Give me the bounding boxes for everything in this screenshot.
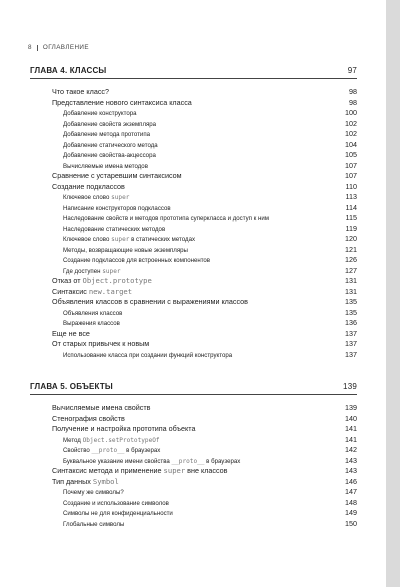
toc-entry-text: Глобальные символы [63,520,125,528]
toc-section-entry[interactable] [30,182,357,193]
toc-subsection-entry[interactable] [30,508,357,519]
toc-entry-page: 115 [345,213,357,222]
toc-entry-page: 107 [345,171,357,180]
toc-subsection-entry[interactable] [30,161,357,172]
toc-entry-title [63,520,124,531]
toc-entry-code: __proto__ [91,447,125,454]
toc-entry-text: Получение и настройка прототипа объекта [52,424,196,433]
toc-entry-page: 119 [345,223,357,233]
toc-entry-title [52,287,132,298]
toc-entry-page: 147 [345,487,357,496]
toc-entry-title [63,151,156,162]
toc-entry-page: 143 [345,455,357,465]
toc-subsection-entry[interactable] [30,140,357,151]
toc-entry-text: Выражения классов [63,320,120,327]
toc-entry-page: 148 [345,497,357,507]
toc-subsection-entry[interactable] [30,108,357,119]
toc-subsection-entry[interactable] [30,203,357,214]
toc-entry-page: 120 [345,234,357,243]
toc-entry-title [63,488,124,499]
running-head [28,44,89,51]
toc-entry-text: Объявления классов в сравнении с выражениями классов [52,297,248,306]
toc-entry-page: 131 [345,286,357,296]
toc-section-entry[interactable] [30,87,357,98]
toc-entry-title [52,171,182,182]
toc-entry-text: Добавление свойства-акцессора [63,152,156,159]
toc-entry-page: 143 [345,466,357,475]
toc-entry-page: 102 [345,118,357,128]
toc-entry-code: new.target [88,286,133,296]
toc-subsection-entry[interactable] [30,213,357,224]
toc-entry-text: Добавление свойств экземпляра [63,120,157,128]
toc-entry-page: 98 [349,97,357,107]
toc-section-entry[interactable] [30,414,357,425]
toc-entry-title [63,120,156,131]
toc-entry-text: Ключевое слово [63,236,112,243]
toc-entry-text: Вычисляемые имена свойств [52,403,151,412]
toc-entry-title [52,403,150,414]
toc-entry-code: super [163,466,186,475]
toc-entry-text: Метод [63,436,83,444]
toc-entry-title [63,130,150,141]
toc-entry-title [52,297,248,308]
toc-entry-page: 146 [345,476,357,486]
toc-entry-code: Object.setPrototypeOf [82,436,160,444]
toc-entry-title [63,225,165,236]
toc-entry-page: 141 [345,424,357,433]
toc-section-entry[interactable] [30,171,357,182]
toc-entry-title [63,351,232,362]
toc-entry-code: __proto__ [171,457,205,465]
toc-subsection-entry[interactable] [30,224,357,235]
toc-subsection-entry[interactable] [30,129,357,140]
toc-entry-text: Сравнение с устаревшим синтаксисом [52,171,182,180]
toc-section-entry[interactable] [30,276,357,287]
toc-entry-code: Object.prototype [82,276,152,285]
toc-entry-title [63,446,160,457]
toc-entry-page: 100 [345,108,357,117]
toc-entry-page: 139 [345,403,357,412]
toc-entry-title [63,246,188,257]
toc-subsection-entry[interactable] [30,234,357,245]
page-edge [386,0,400,587]
toc-entry-title [63,499,169,510]
toc-entry-text: Методы, возвращающие новые экземпляры [63,246,188,254]
toc-section-entry[interactable] [30,339,357,350]
toc-entry-text: Символы не для конфиденциальности [63,510,173,517]
toc-entry-title [63,309,122,320]
toc-entry-text-suffix: в статических методах [129,236,196,243]
toc-entry-text: Отказ от [52,276,83,285]
page-number: 8 [28,44,32,51]
toc-entry-page: 114 [345,202,357,212]
toc-entry-title [63,141,158,152]
toc-entry-text: Наследование статических методов [63,225,166,233]
toc-entry-text: Стенография свойств [52,413,125,423]
toc-subsection-entry[interactable] [30,445,357,456]
toc-subsection-entry[interactable] [30,255,357,266]
toc-entry-text: Свойство [63,447,92,454]
toc-entry-text: Где доступен [63,267,103,275]
toc-entry-title [52,339,149,350]
toc-entry-text-suffix: в браузерах [204,457,241,465]
toc-entry-code: super [111,194,130,201]
toc-entry-title [63,235,195,246]
toc-entry-title [52,329,90,340]
toc-section-entry[interactable] [30,329,357,340]
toc-subsection-entry[interactable] [30,487,357,498]
toc-entry-text: Представление нового синтаксиса класса [52,97,192,107]
toc-entry-text: Что такое класс? [52,87,110,96]
toc-entry-page: 127 [345,265,357,275]
toc-entry-title [52,87,109,98]
toc-entry-page: 135 [345,307,357,317]
toc-entry-text: Еще не все [52,328,90,338]
toc-entry-text: Создание подклассов [52,181,125,191]
toc-entry-page: 137 [345,349,357,359]
toc-entry-title [52,424,195,435]
toc-entry-title [63,214,269,225]
toc-subsection-entry[interactable] [30,245,357,256]
chapter-4-block [30,66,357,360]
toc-entry-text: Буквальное указание имени свойства [63,457,172,465]
toc-entry-page: 140 [345,413,357,423]
toc-subsection-entry[interactable] [30,435,357,446]
toc-entry-code: super [102,267,121,275]
toc-entry-code: super [111,236,130,243]
toc-entry-text: Добавление конструктора [63,110,137,117]
toc-entry-text: От старых привычек к новым [52,339,150,348]
chapter-title: ГЛАВА 5. ОБЪЕКТЫ [30,382,113,391]
toc-entry-page: 98 [349,87,357,96]
toc-section-entry[interactable] [30,287,357,298]
chapter-5-block [30,382,357,529]
toc-entry-text: Написание конструкторов подклассов [63,204,171,212]
toc-section-entry[interactable] [30,424,357,435]
toc-subsection-entry[interactable] [30,192,357,203]
toc-entry-page: 105 [345,150,357,159]
toc-entry-text: Вычисляемые имена методов [63,162,148,170]
toc-entry-page: 126 [345,255,357,264]
separator-bar [37,45,38,51]
toc-entry-page: 131 [345,276,357,285]
toc-entry-page: 137 [345,339,357,348]
running-head-label: ОГЛАВЛЕНИЕ [42,44,89,51]
toc-entry-text-suffix: вне классов [185,466,228,475]
toc-subsection-entry[interactable] [30,266,357,277]
toc-entry-text: Добавление статического метода [63,141,158,149]
toc-entry-page: 150 [345,518,357,528]
toc-entry-page: 149 [345,508,357,517]
toc-subsection-entry[interactable] [30,150,357,161]
toc-entry-page: 107 [345,160,357,170]
chapter-heading[interactable] [30,382,357,395]
toc-entry-page: 135 [345,297,357,306]
toc-entry-text: Создание подклассов для встроенных компонентов [63,257,211,264]
chapter-page: 139 [343,382,357,391]
toc-entry-title [63,193,129,204]
toc-entry-title [52,276,152,287]
toc-entry-page: 137 [345,328,357,338]
toc-entry-title [63,509,173,520]
toc-entry-page: 121 [345,244,357,254]
chapter-page: 97 [347,66,357,75]
toc-entry-title [52,98,192,109]
toc-subsection-entry[interactable] [30,498,357,509]
toc-subsection-entry[interactable] [30,519,357,530]
toc-entry-title [63,109,137,120]
toc-entry-page: 113 [345,192,357,201]
toc-entry-text: Использование класса при создании функций конструктора [63,351,233,359]
chapter-title: ГЛАВА 4. КЛАССЫ [30,66,107,75]
toc-entry-text: Добавление метода прототипа [63,131,151,138]
toc-entry-title [63,256,210,267]
toc-subsection-entry[interactable] [30,350,357,361]
chapter-entries [30,87,357,360]
toc-entry-title [52,414,125,425]
toc-entry-text: Тип данных [52,476,93,486]
toc-entry-title [63,204,171,215]
toc-entry-text: Почему же символы? [63,489,124,496]
toc-entry-text-suffix: в браузерах [124,447,161,454]
toc-entry-text: Ключевое слово [63,194,112,201]
toc-entry-title [63,436,160,447]
toc-entry-text: Наследование свойств и методов прототипа суперкласса и доступ к ним [63,215,269,222]
toc-entry-page: 104 [345,139,357,149]
toc-entry-title [52,466,227,477]
toc-section-entry[interactable] [30,403,357,414]
toc-entry-text: Объявления классов [63,309,123,317]
toc-entry-title [52,477,119,488]
toc-section-entry[interactable] [30,477,357,488]
toc-section-entry[interactable] [30,297,357,308]
toc-entry-code: Symbol [92,476,119,486]
toc-entry-page: 136 [345,318,357,327]
toc-subsection-entry[interactable] [30,456,357,467]
chapter-heading[interactable] [30,66,357,79]
chapter-entries [30,403,357,529]
toc-entry-page: 142 [345,445,357,454]
toc-entry-text: Создание и использование символов [63,499,169,507]
toc-entry-text: Синтаксис [52,286,89,296]
toc-section-entry[interactable] [30,98,357,109]
toc-section-entry[interactable] [30,466,357,477]
toc-subsection-entry[interactable] [30,318,357,329]
toc-subsection-entry[interactable] [30,119,357,130]
toc-subsection-entry[interactable] [30,308,357,319]
toc-entry-page: 110 [345,181,357,191]
toc-entry-text: Синтаксис метода и применение [52,466,164,475]
toc-entry-page: 141 [345,434,357,444]
toc-entry-page: 102 [345,129,357,138]
toc-entry-title [52,182,125,193]
